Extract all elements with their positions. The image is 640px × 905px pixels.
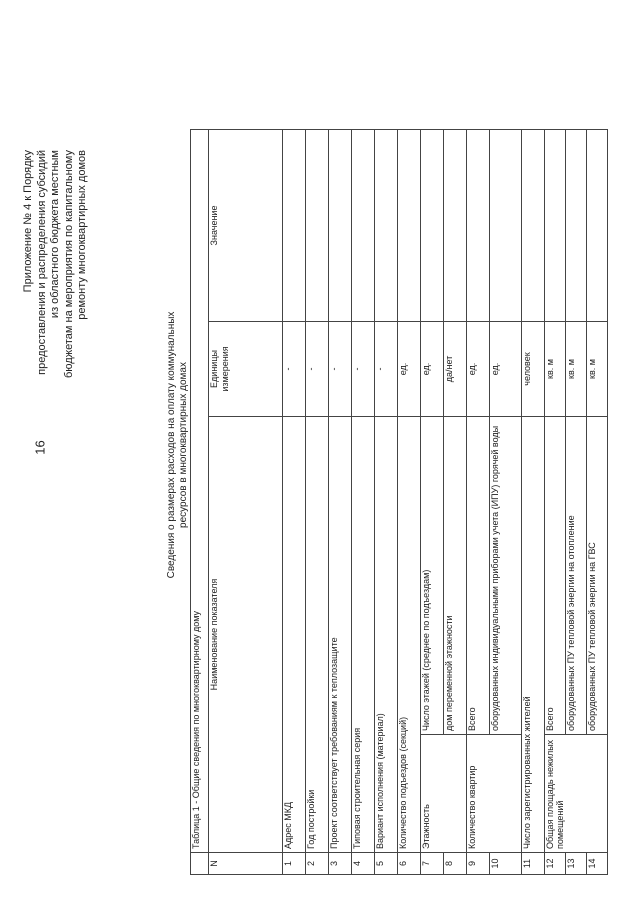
row-value[interactable]	[352, 129, 375, 321]
row-number: 13	[566, 853, 587, 875]
appendix-line: из областного бюджета местным	[49, 150, 61, 319]
row-value[interactable]	[398, 129, 421, 321]
row-number: 5	[375, 853, 398, 875]
row-value[interactable]	[306, 129, 329, 321]
row-unit: -	[306, 322, 329, 417]
row-number: 6	[398, 853, 421, 875]
page-number: 16	[32, 440, 48, 455]
row-unit: ед.	[490, 322, 522, 417]
appendix-line: Приложение № 4 к Порядку	[22, 150, 34, 293]
row-name: Всего	[545, 417, 566, 735]
row-number: 3	[329, 853, 352, 875]
row-unit: кв. м	[587, 322, 608, 417]
row-name: дом переменной этажности	[444, 417, 467, 735]
row-name: оборудованных индивидуальными приборами учета (ИПУ) горячей воды	[490, 417, 522, 735]
row-unit: ед.	[398, 322, 421, 417]
row-group-label: Этажность	[421, 735, 467, 853]
row-value[interactable]	[545, 129, 566, 321]
table-row	[283, 129, 306, 874]
row-number: 14	[587, 853, 608, 875]
row-name: Количество подъездов (секций)	[398, 417, 421, 853]
header-name: Наименование показателя	[209, 417, 283, 853]
appendix-line: предоставления и распределения субсидий	[35, 150, 48, 375]
row-value[interactable]	[522, 129, 545, 321]
header-unit-line: измерения	[220, 346, 230, 392]
row-value[interactable]	[329, 129, 352, 321]
appendix-line: бюджетам на мероприятия по капитальному	[62, 150, 75, 378]
row-number: 7	[421, 853, 444, 875]
row-value[interactable]	[444, 129, 467, 321]
row-unit: -	[329, 322, 352, 417]
row-number: 4	[352, 853, 375, 875]
header-n: N	[209, 853, 283, 875]
table-row	[329, 129, 352, 874]
header-unit	[209, 322, 283, 417]
row-name: Проект соответствует требованиям к теплозащите	[329, 417, 352, 853]
appendix-line: ремонту многоквартирных домов	[76, 150, 88, 320]
row-unit: -	[352, 322, 375, 417]
table-row	[306, 129, 329, 874]
row-value[interactable]	[467, 129, 490, 321]
row-name: Вариант исполнения (материал)	[375, 417, 398, 853]
row-unit: кв. м	[545, 322, 566, 417]
row-unit: да/нет	[444, 322, 467, 417]
row-value[interactable]	[375, 129, 398, 321]
table-caption: Таблица 1 - Общие сведения по многоквартирному дому	[191, 129, 209, 852]
row-name: Типовая строительная серия	[352, 417, 375, 853]
row-number: 10	[490, 853, 522, 875]
row-name: Адрес МКД	[283, 417, 306, 853]
table-row	[375, 129, 398, 874]
row-value[interactable]	[587, 129, 608, 321]
row-unit: ед.	[467, 322, 490, 417]
row-number: 2	[306, 853, 329, 875]
row-number: 12	[545, 853, 566, 875]
row-name: оборудованных ПУ тепловой энергии на отопление	[566, 417, 587, 735]
row-value[interactable]	[566, 129, 587, 321]
row-unit: кв. м	[566, 322, 587, 417]
row-group-label: Количество квартир	[467, 735, 522, 853]
document-title	[166, 285, 190, 605]
table-row	[545, 129, 566, 874]
row-unit: -	[375, 322, 398, 417]
table-row	[467, 129, 490, 874]
row-group-label: Общая площадь нежилых помещений	[545, 735, 608, 853]
row-number: 11	[522, 853, 545, 875]
row-number: 1	[283, 853, 306, 875]
row-name: оборудованных ПУ тепловой энергии на ГВС	[587, 417, 608, 735]
row-name: Год постройки	[306, 417, 329, 853]
table-row	[522, 129, 545, 874]
row-unit: -	[283, 322, 306, 417]
row-value[interactable]	[283, 129, 306, 321]
row-number: 8	[444, 853, 467, 875]
row-name: Число зарегистрированных жителей	[522, 417, 545, 853]
appendix-header	[22, 150, 90, 480]
header-value: Значение	[209, 129, 283, 321]
row-unit: ед.	[421, 322, 444, 417]
table-row	[352, 129, 375, 874]
table-header-row	[209, 129, 283, 874]
row-value[interactable]	[490, 129, 522, 321]
caption-spacer-cell	[191, 853, 209, 875]
row-unit: человек	[522, 322, 545, 417]
row-value[interactable]	[421, 129, 444, 321]
document-title-line: ресурсов в многоквартирных домах	[178, 362, 189, 528]
row-name: Всего	[467, 417, 490, 735]
header-unit-line: Единицы	[209, 350, 219, 388]
row-name: Число этажей (среднее по подъездам)	[421, 417, 444, 735]
table-row	[421, 129, 444, 874]
general-info-table	[190, 129, 608, 875]
table-caption-row	[191, 129, 209, 874]
document-title-line: Сведения о размерах расходов на оплату коммунальных	[166, 311, 177, 579]
table-row	[398, 129, 421, 874]
row-number: 9	[467, 853, 490, 875]
